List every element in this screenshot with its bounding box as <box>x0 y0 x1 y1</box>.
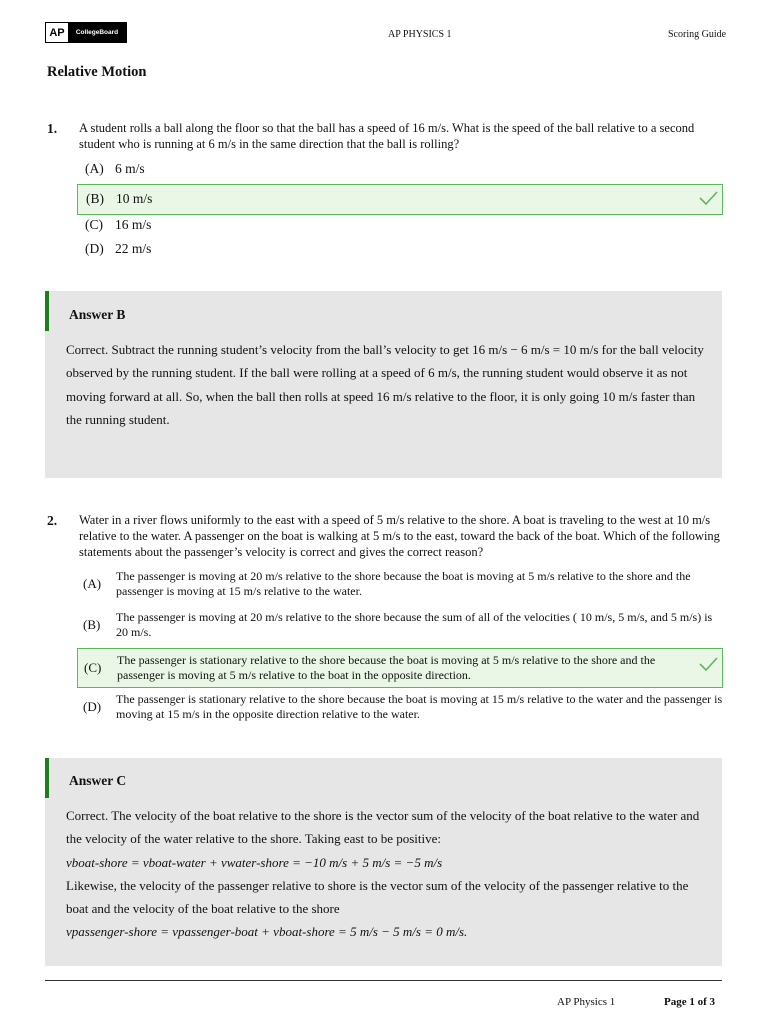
option-label: (C) <box>84 660 102 676</box>
answer-accent-bar <box>45 291 49 331</box>
q2-answer-panel <box>45 758 722 966</box>
q2-explanation-2: Likewise, the velocity of the passenger relative to shore is the vector sum of the velocity of the passenger relative to the boat and the velocity of the boat relative to the shore <box>66 877 689 917</box>
q1-option-b-correct[interactable] <box>77 184 723 215</box>
footer-page-number: Page 1 of 3 <box>664 996 716 1008</box>
option-label: (A) <box>85 161 104 176</box>
question-1-text: A student rolls a ball along the floor so that the ball has a speed of 16 m/s. What is the speed of the ball relative to a second student who is running at 6 m/s in the same direction that the ball is rolling? <box>79 121 695 151</box>
option-label: (A) <box>83 576 102 592</box>
footer-course: AP Physics 1 <box>557 996 616 1008</box>
option-text: 22 m/s <box>115 241 152 256</box>
option-text: 10 m/s <box>116 191 153 206</box>
q1-option-b <box>86 191 152 207</box>
q1-answer-heading: Answer B <box>69 307 126 322</box>
option-text: The passenger is moving at 20 m/s relative to the shore because the boat is moving at 5 m/s relative to the shore and the passenger is moving at 15 m/s relative to the water. <box>116 568 691 598</box>
q2-answer-heading: Answer C <box>69 773 127 788</box>
footer-divider <box>45 980 722 981</box>
option-label: (D) <box>85 241 104 256</box>
q2-option-c <box>84 651 684 685</box>
option-label: (B) <box>83 617 101 633</box>
ap-logo-text: AP <box>46 23 68 42</box>
q2-option-b[interactable] <box>83 608 723 642</box>
option-text: The passenger is stationary relative to the shore because the boat is moving at 5 m/s relative to the shore and the passenger is moving at 5 m/s relative to the boat in the opposite direction. <box>117 652 656 682</box>
checkmark-icon <box>697 653 719 675</box>
q2-explanation-1: Correct. The velocity of the boat relative to the shore is the vector sum of the velocity of the boat relative to the water and the velocity of the water relative to the shore. Taking east to be positive: <box>66 808 700 847</box>
option-label: (D) <box>83 699 102 715</box>
q1-option-a[interactable] <box>85 160 145 178</box>
option-text: 16 m/s <box>115 217 152 232</box>
ap-logo <box>45 22 127 43</box>
q1-option-c[interactable] <box>85 216 151 234</box>
q1-answer-panel <box>45 291 722 478</box>
q2-option-d[interactable] <box>83 690 723 724</box>
question-1-number: 1. <box>47 121 58 136</box>
q2-option-a[interactable] <box>83 567 723 601</box>
page-title: Relative Motion <box>47 64 147 80</box>
q2-equation-1: vboat-shore = vboat-water + vwater-shore = −10 m/s + 5 m/s = −5 m/s <box>66 854 443 870</box>
option-text: The passenger is moving at 20 m/s relative to the shore because the sum of all of the velocities ( 10 m/s, 5 m/s, and 5 m/s) is 20 m/s. <box>116 609 713 639</box>
checkmark-icon <box>697 187 719 209</box>
q2-option-c-correct[interactable] <box>77 648 723 688</box>
header-guide: Scoring Guide <box>668 29 727 40</box>
option-label: (C) <box>85 217 103 232</box>
option-label: (B) <box>86 191 104 206</box>
q2-equation-2: vpassenger-shore = vpassenger-boat + vboat-shore = 5 m/s − 5 m/s = 0 m/s. <box>66 924 468 940</box>
question-2-number: 2. <box>47 513 58 528</box>
q1-option-d[interactable] <box>85 240 151 258</box>
q1-explanation: Correct. Subtract the running student’s velocity from the ball’s velocity to get 16 m/s − 6 m/s = 10 m/s for the ball velocity observed by the running student. If the ball were rolling at a speed of 6 m/s, the running student would observe it as not moving forward at all. So, when the ball then rolls at speed 16 m/s relative to the floor, it is only going 10 m/s faster than the running student. <box>66 342 704 427</box>
option-text: 6 m/s <box>115 161 145 176</box>
answer-accent-bar <box>45 758 49 798</box>
option-text: The passenger is stationary relative to the shore because the boat is moving at 15 m/s relative to the water and the passenger is moving at 15 m/s in the opposite direction relative to the water. <box>116 691 723 721</box>
question-2-text: Water in a river flows uniformly to the east with a speed of 5 m/s relative to the shore. A boat is traveling to the west at 10 m/s relative to the water. A passenger on the boat is walking at 5 m/s to the east, toward the back of the boat. Which of the following statements about the passenger’s velocity is correct and gives the correct reason? <box>79 513 720 559</box>
header-course: AP PHYSICS 1 <box>388 29 452 40</box>
q2-explanation-block <box>66 804 711 944</box>
collegeboard-logo-text: CollegeBoard <box>68 23 126 42</box>
